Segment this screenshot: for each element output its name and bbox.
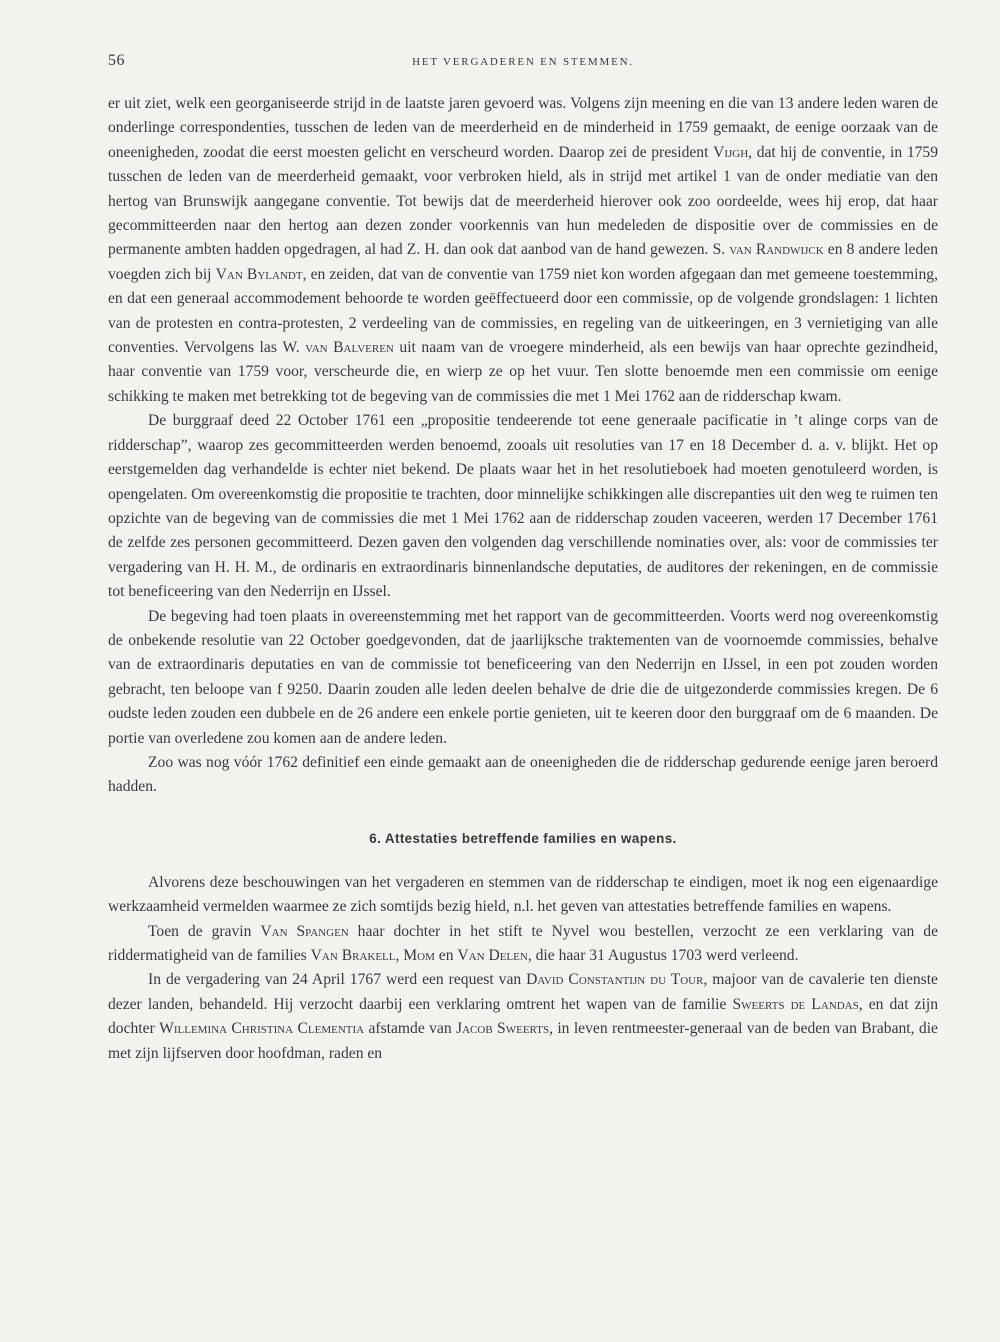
paragraph: Toen de gravin Van Spangen haar dochter in het stift te Nyvel wou bestellen, verzocht ze een verklaring van de riddermatigheid van de families Van Brakell, Mom en Van Delen, die haar 31 Augustus 1703 werd verleend.: [108, 922, 938, 964]
page-header: [108, 52, 938, 74]
running-head: HET VERGADEREN EN STEMMEN.: [412, 56, 634, 68]
section-heading: 6. Attestaties betreffende families en wapens.: [369, 830, 677, 846]
book-page: [108, 52, 938, 1066]
paragraph: In de vergadering van 24 April 1767 werd een request van David Constantijn du Tour, majoor van de cavalerie ten dienste dezer landen, behandeld. Hij verzocht daarbij een verklaring omtrent het wapen van de familie Sweerts de Landas, en dat zijn dochter Willemina Christina Clementia afstamde van Jacob Sweerts, in leven rentmeester-generaal van de beden van Brabant, die met zijn lijfserven door hoofdman, raden en: [108, 971, 938, 1062]
paragraph: Alvorens deze beschouwingen van het vergaderen en stemmen van de ridderschap te eindigen, moet ik nog een eigenaardige werkzaamheid vermelden waarmee ze zich somtijds bezig hield, n.l. het geven van attestaties betreffende families en wapens.: [108, 873, 938, 916]
page-number: 56: [108, 52, 125, 69]
paragraph: De burggraaf deed 22 October 1761 een „propositie tendeerende tot eene generaale pacificatie in ’t alinge corps van de ridderschap”, waarop zes gecommitteerden werden benoemd, zooals uit resoluties van 17 en 18 December d. a. v. blijkt. Het op eerstgemelden dag verhandelde is echter niet bekend. De plaats waar het in het resolutieboek had moeten genotuleerd worden, is opengelaten. Om overeenkomstig die propositie te trachten, door minnelijke schikkingen alle discrepanties uit den weg te ruimen ten opzichte van de begeving van de commissies die met 1 Mei 1762 aan de ridderschap zouden vaceeren, werden 17 December 1761 de zelfde zes personen gecommitteerd. Dezen gaven den volgenden dag verschillende nominaties over, als: voor de commissies ter vergadering van H. H. M., de ordinaris en extraordinaris binnenlandsche deputaties, de auditores der rekeningen, en de commissie tot beneficeering van den Nederrijn en IJssel.: [108, 412, 938, 601]
paragraph: Zoo was nog vóór 1762 definitief een einde gemaakt aan de oneenigheden die de ridderschap gedurende eenige jaren beroerd hadden.: [108, 753, 938, 796]
paragraph: er uit ziet, welk een georganiseerde strijd in de laatste jaren gevoerd was. Volgens zijn meening en die van 13 andere leden waren de onderlinge correspondenties, tusschen de leden van de meerderheid en de minderheid in 1759 gemaakt, de eenige oorzaak van de oneenigheden, zoodat die eerst moesten gelicht en verscheurd worden. Daarop zei de president Vijgh, dat hij de conventie, in 1759 tusschen de leden van de meerderheid gemaakt, voor verbroken hield, als in strijd met artikel 1 van de onder mediatie van den hertog van Brunswijk aangegane conventie. Tot bewijs dat de meerderheid hierover ook zoo oordeelde, wees hij erop, dat haar gecommitteerden naar den hertog aan dezen zonder voorkennis van hun medeleden de dispositie over de commissies en de permanente ambten hadden opgedragen, al had Z. H. dan ook dat aanbod van de hand gewezen. S. van Randwijck en 8 andere leden voegden zich bij Van Bylandt, en zeiden, dat van de conventie van 1759 niet kon worden afgegaan dan met gemeene toestemming, en dat een generaal accommodement behoorde te worden geëffectueerd door een commissie, op de volgende grondslagen: 1 lichten van de protesten en contra-protesten, 2 verdeeling van de commissies, en regeling van de uitkeeringen, en 3 vernietiging van alle conventies. Vervolgens las W. van Balveren uit naam van de vroegere minderheid, als een bewijs van haar oprechte gezindheid, haar conventie van 1759 voor, verscheurde die, en wierp ze op het vuur. Ten slotte benoemde men een commissie om eenige schikking te maken met betrekking tot de begeving van de commissies die met 1 Mei 1762 aan de ridderschap kwam.: [108, 95, 939, 405]
paragraph: De begeving had toen plaats in overeenstemming met het rapport van de gecommitteerden. Voorts werd nog overeenkomstig de onbekende resolutie van 22 October goedgevonden, dat de jaarlijksche traktementen van de voornoemde commissies, behalve van de extraordinaris deputaties en van de commissie tot beneficeering van den Nederrijn en IJssel, in een pot zouden worden gebracht, ten beloope van f 9250. Daarin zouden alle leden deelen behalve de drie die de uitgezonderde commissies kregen. De 6 oudste leden zouden een dubbele en de 26 andere een enkele portie genieten, uit te keeren door den burggraaf om de 6 maanden. De portie van overledene zou komen aan de andere leden.: [108, 607, 938, 747]
